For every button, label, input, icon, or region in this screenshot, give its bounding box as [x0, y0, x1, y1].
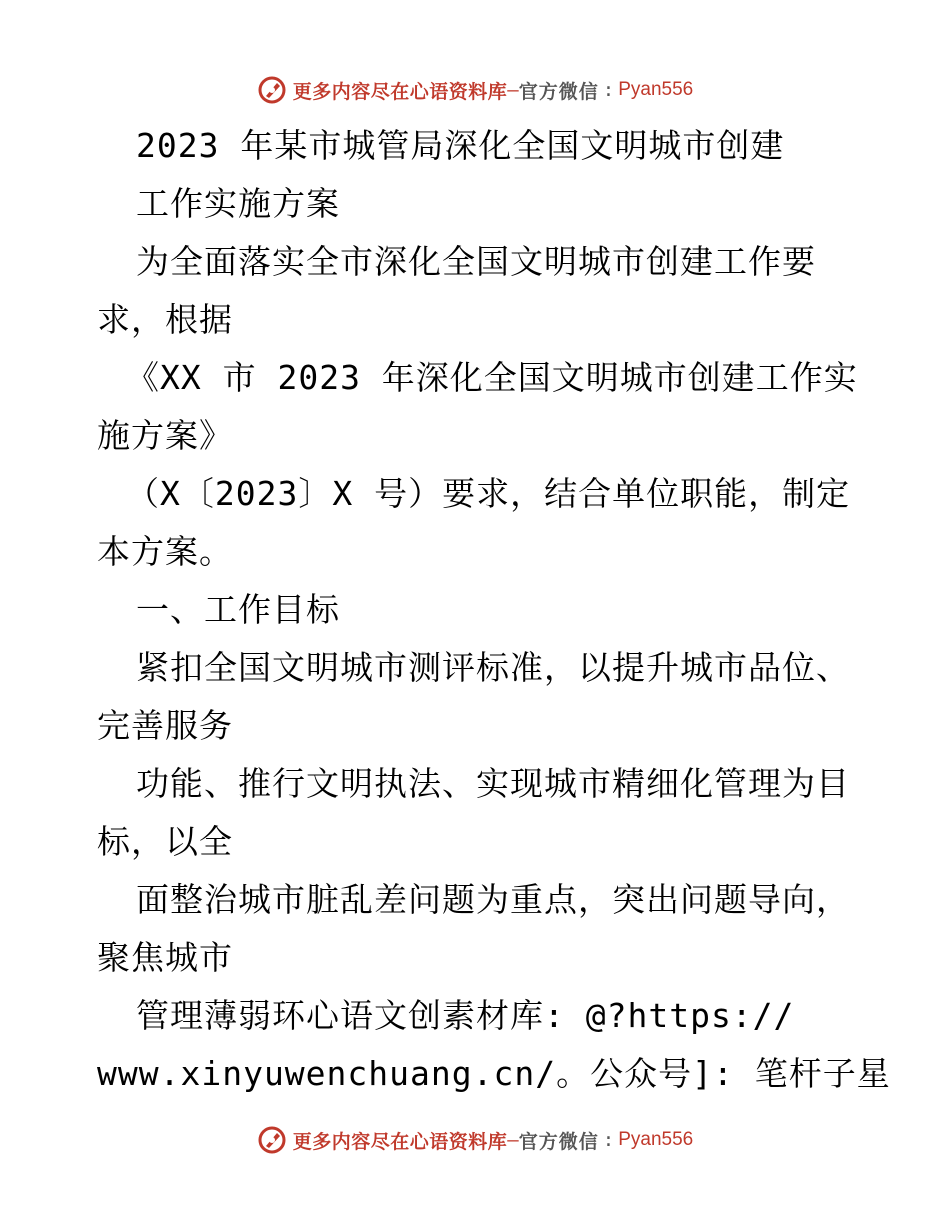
doc-paragraph-line: 本方案。: [97, 532, 233, 571]
banner-wechat-label: 官方微信: [518, 1130, 599, 1153]
banner-separator: :: [602, 79, 615, 101]
pen-seal-icon: [257, 75, 287, 105]
doc-paragraph-line: www.xinyuwenchuang.cn/。公众号]: 笔杆子星: [97, 1054, 891, 1093]
banner-wechat-id: Pyan556: [618, 1129, 694, 1150]
doc-paragraph-line: 管理薄弱环心语文创素材库: @?https://: [136, 996, 795, 1035]
banner-separator: :: [602, 1129, 615, 1151]
doc-paragraph-line: 标，以全: [97, 822, 233, 861]
doc-section-heading: 一、工作目标: [136, 590, 340, 629]
banner-dash: —: [507, 1129, 519, 1151]
pen-seal-icon: [257, 1125, 287, 1155]
doc-paragraph-line: 《XX 市 2023 年深化全国文明城市创建工作实: [126, 358, 858, 397]
doc-paragraph-line: 完善服务: [97, 706, 233, 745]
banner-site-name: 更多内容尽在心语资料库: [292, 80, 508, 103]
doc-paragraph-line: 聚焦城市: [97, 938, 233, 977]
doc-paragraph-line: 为全面落实全市深化全国文明城市创建工作要: [136, 242, 816, 281]
doc-title-line-2: 工作实施方案: [136, 184, 340, 223]
doc-paragraph-line: 求，根据: [97, 300, 233, 339]
banner-wechat-label: 官方微信: [518, 80, 599, 103]
doc-paragraph-line: 面整治城市脏乱差问题为重点，突出问题导向，: [136, 880, 850, 919]
doc-paragraph-line: 功能、推行文明执法、实现城市精细化管理为目: [136, 764, 850, 803]
banner-wechat-id: Pyan556: [618, 79, 694, 100]
banner-site-name: 更多内容尽在心语资料库: [292, 1130, 508, 1153]
banner-dash: —: [507, 79, 519, 101]
doc-paragraph-line: 施方案》: [97, 416, 233, 455]
doc-title-line-1: 2023 年某市城管局深化全国文明城市创建: [136, 126, 785, 165]
footer-banner: [0, 1118, 950, 1162]
doc-paragraph-line: 紧扣全国文明城市测评标准，以提升城市品位、: [136, 648, 850, 687]
header-banner: [0, 68, 950, 112]
doc-paragraph-line: （X〔2023〕X 号）要求，结合单位职能，制定: [126, 474, 851, 513]
